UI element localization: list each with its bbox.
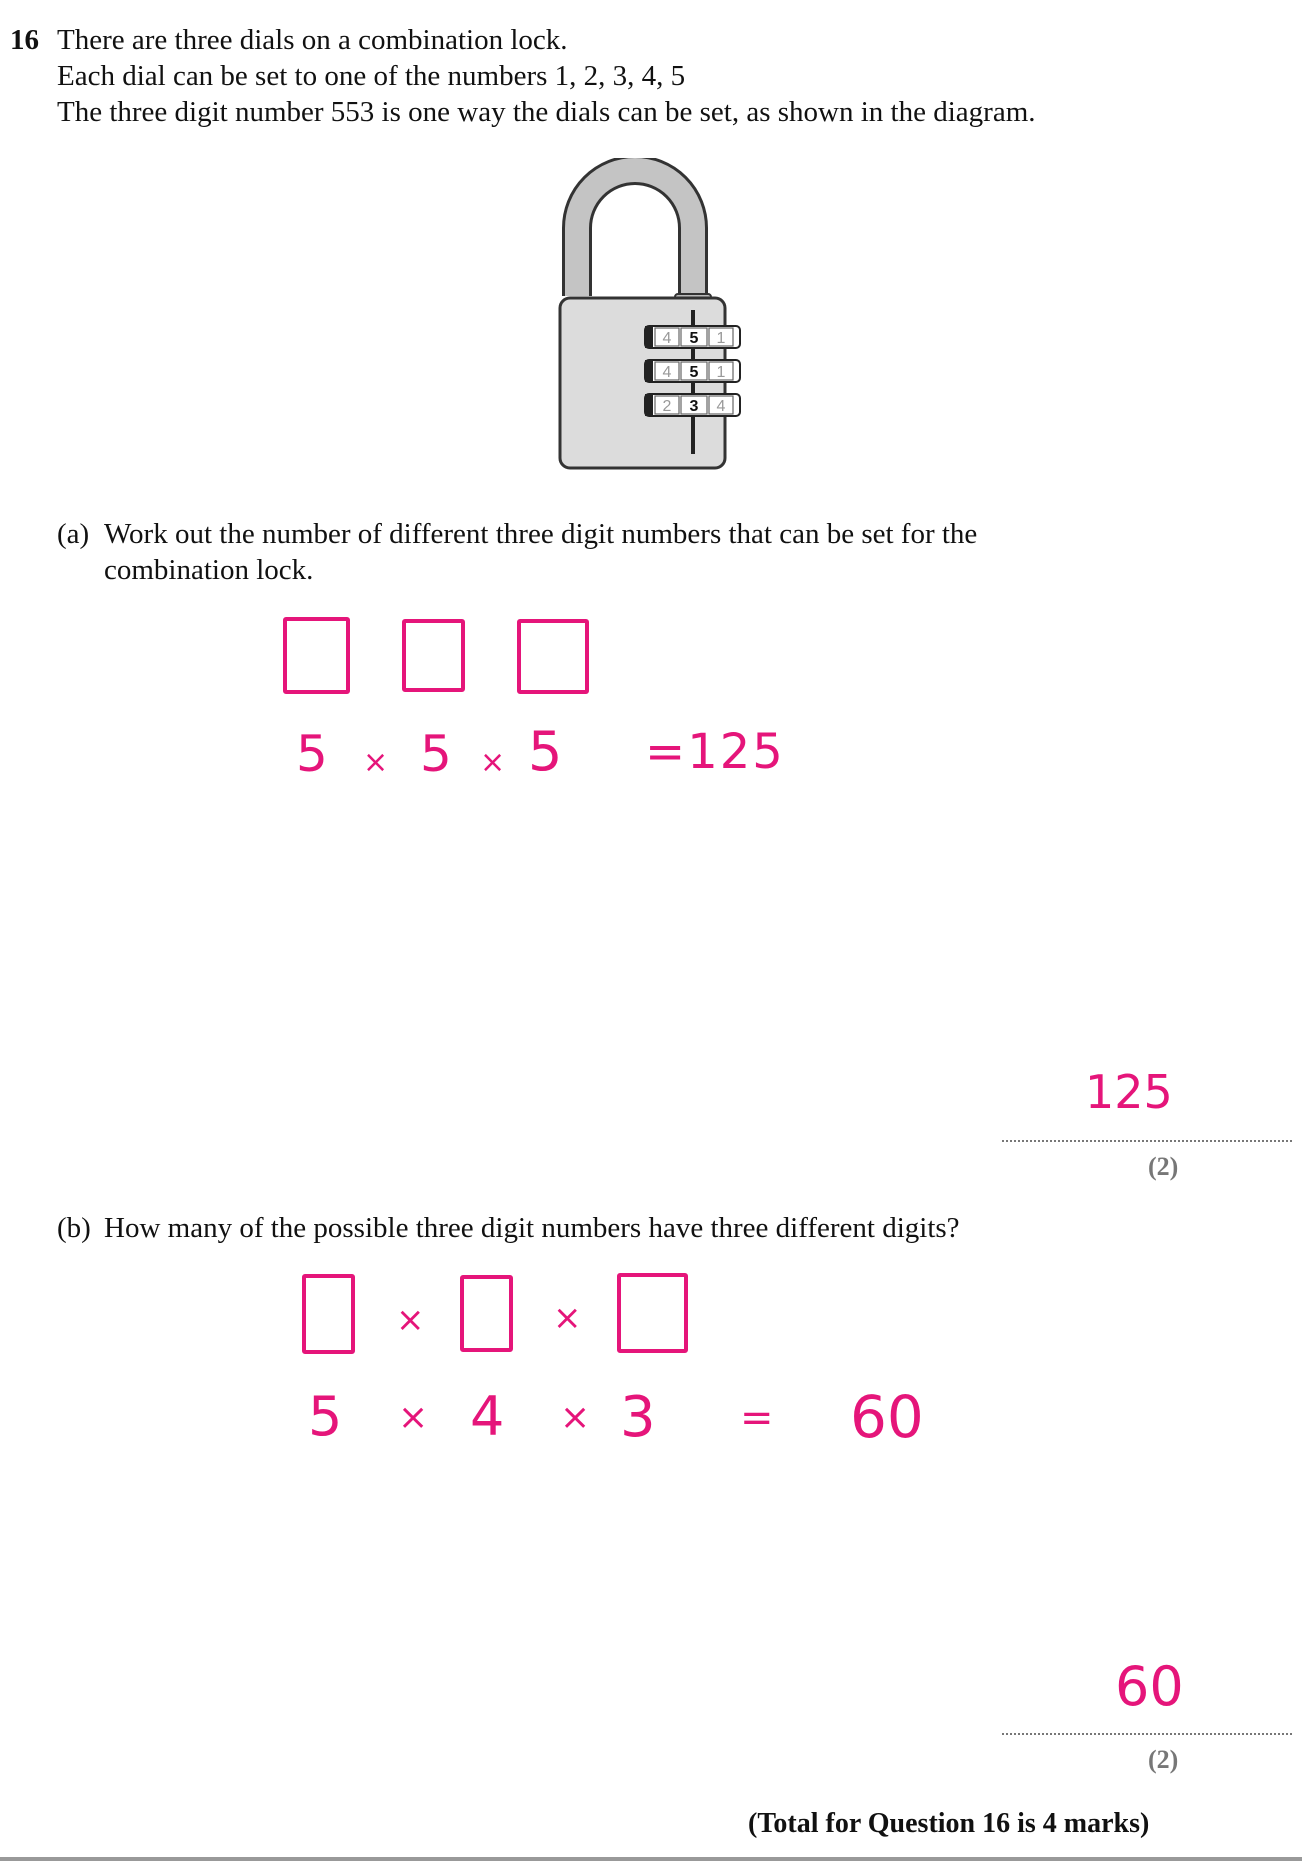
marks-a: (2) xyxy=(1148,1152,1179,1181)
page-bottom-rule xyxy=(0,1857,1302,1861)
dial-1-right-digit: 1 xyxy=(716,330,726,347)
working-b-equals: = xyxy=(740,1395,774,1441)
hand-drawn-box xyxy=(617,1273,688,1353)
dial-1-left-digit: 4 xyxy=(662,330,672,347)
answer-b-line xyxy=(1002,1733,1292,1735)
box-times-2: × xyxy=(553,1298,582,1338)
part-b-label: (b) xyxy=(57,1212,91,1244)
working-a-digit-1: 5 xyxy=(296,725,328,783)
marks-b: (2) xyxy=(1148,1745,1179,1774)
dial-2-right-digit: 1 xyxy=(716,364,726,381)
intro-line-1: There are three dials on a combination lock. xyxy=(57,24,568,56)
question-total: (Total for Question 16 is 4 marks) xyxy=(748,1808,1150,1839)
dial-2 xyxy=(645,360,740,382)
dial-3-right-digit: 4 xyxy=(716,398,726,415)
working-b-result: 60 xyxy=(850,1383,924,1451)
dial-3-center-digit: 3 xyxy=(689,398,699,415)
hand-drawn-box xyxy=(460,1275,513,1352)
dial-1 xyxy=(645,326,740,348)
working-b-times-2: × xyxy=(560,1397,591,1438)
question-number: 16 xyxy=(10,24,39,56)
padlock-diagram xyxy=(555,158,755,478)
hand-drawn-box xyxy=(283,617,350,694)
answer-b: 60 xyxy=(1115,1655,1184,1718)
working-b-times-1: × xyxy=(398,1397,429,1438)
answer-a: 125 xyxy=(1085,1065,1173,1119)
box-times-1: × xyxy=(396,1300,425,1340)
working-a-times-2: × xyxy=(480,745,506,780)
part-a-question-line-1: Work out the number of different three digit numbers that can be set for the xyxy=(104,518,978,550)
hand-drawn-box xyxy=(402,619,465,692)
working-a-digit-2: 5 xyxy=(420,725,452,783)
hand-drawn-box xyxy=(302,1274,355,1354)
part-b-question: How many of the possible three digit numbers have three different digits? xyxy=(104,1212,960,1244)
part-a-label: (a) xyxy=(57,518,90,550)
working-a-digit-3: 5 xyxy=(528,720,563,783)
intro-line-2: Each dial can be set to one of the numbers 1, 2, 3, 4, 5 xyxy=(57,60,686,92)
part-a-question-line-2: combination lock. xyxy=(104,554,314,586)
dial-3-left-digit: 2 xyxy=(662,398,672,415)
dial-2-center-digit: 5 xyxy=(689,364,699,381)
dial-2-left-digit: 4 xyxy=(662,364,672,381)
working-b-digit-2: 4 xyxy=(470,1385,505,1448)
answer-a-line xyxy=(1002,1140,1292,1142)
working-a-times-1: × xyxy=(363,745,389,780)
dial-3 xyxy=(645,394,740,416)
working-a-result: =125 xyxy=(645,724,785,780)
working-b-digit-3: 3 xyxy=(620,1385,656,1450)
intro-line-3: The three digit number 553 is one way the dials can be set, as shown in the diagram. xyxy=(57,96,1036,128)
dial-1-center-digit: 5 xyxy=(689,330,699,347)
hand-drawn-box xyxy=(517,619,589,694)
working-b-digit-1: 5 xyxy=(308,1385,343,1448)
